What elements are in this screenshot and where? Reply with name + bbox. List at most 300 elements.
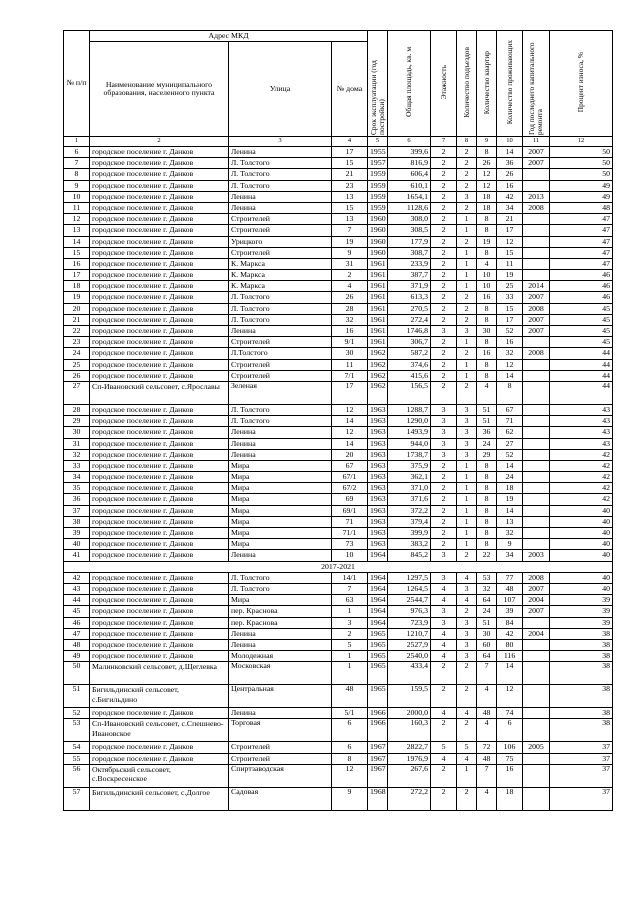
apartments-cell: 60: [477, 639, 497, 650]
municipality-cell: городское поселение г. Данков: [90, 292, 229, 303]
repair-year-cell: 2008: [523, 572, 550, 583]
row-number-cell: 23: [64, 337, 90, 348]
entrances-cell: 2: [457, 180, 477, 191]
residents-cell: 52: [497, 326, 523, 337]
table-row: [64, 427, 613, 438]
apartments-cell: 8: [477, 214, 497, 225]
wear-percent-cell: 49: [550, 191, 613, 202]
total-area-cell: 177,9: [388, 236, 431, 247]
year-built-cell: 1960: [368, 236, 388, 247]
municipality-cell: городское поселение г. Данков: [90, 628, 229, 639]
row-number-cell: 19: [64, 292, 90, 303]
floors-cell: 2: [431, 359, 457, 370]
apartments-cell: 22: [477, 550, 497, 561]
house-number-cell: 9/1: [332, 337, 368, 348]
row-number-cell: 14: [64, 236, 90, 247]
entrances-cell: 3: [457, 326, 477, 337]
house-number-cell: 16: [332, 326, 368, 337]
row-number-cell: 30: [64, 427, 90, 438]
table-row: [64, 639, 613, 650]
row-number-cell: 22: [64, 326, 90, 337]
residents-cell: 18: [497, 483, 523, 494]
residents-cell: 32: [497, 348, 523, 359]
year-built-cell: 1963: [368, 427, 388, 438]
repair-year-cell: [523, 617, 550, 628]
row-number-cell: 50: [64, 662, 90, 685]
apartments-cell: 24: [477, 606, 497, 617]
table-row: [64, 460, 613, 471]
house-number-cell: 14/1: [332, 572, 368, 583]
total-area-cell: 2544,7: [388, 595, 431, 606]
street-cell: Ленина: [229, 639, 332, 650]
house-number-cell: 10: [332, 550, 368, 561]
apartments-cell: 29: [477, 449, 497, 460]
wear-percent-cell: 38: [550, 662, 613, 685]
row-number-cell: 21: [64, 314, 90, 325]
total-area-cell: 267,6: [388, 764, 431, 787]
table-row: [64, 292, 613, 303]
repair-year-cell: [523, 719, 550, 742]
street-cell: Мира: [229, 539, 332, 550]
apartments-cell: 19: [477, 236, 497, 247]
municipality-cell: городское поселение г. Данков: [90, 191, 229, 202]
municipality-cell: городское поселение г. Данков: [90, 180, 229, 191]
year-built-cell: 1965: [368, 662, 388, 685]
municipality-cell: городское поселение г. Данков: [90, 427, 229, 438]
apartments-cell: 51: [477, 404, 497, 415]
entrances-cell: 5: [457, 742, 477, 753]
table-row: [64, 326, 613, 337]
street-cell: Строителей: [229, 753, 332, 764]
table-body-row-52: [64, 708, 613, 719]
wear-percent-cell: 46: [550, 292, 613, 303]
row-number-cell: 38: [64, 516, 90, 527]
repair-year-cell: 2007: [523, 326, 550, 337]
row-number-cell: 27: [64, 381, 90, 404]
floors-cell: 4: [431, 753, 457, 764]
street-cell: К. Маркса: [229, 281, 332, 292]
repair-year-cell: [523, 539, 550, 550]
municipality-cell: городское поселение г. Данков: [90, 483, 229, 494]
wear-percent-cell: 39: [550, 595, 613, 606]
residents-cell: 77: [497, 572, 523, 583]
apartments-cell: 51: [477, 617, 497, 628]
street-cell: Ленина: [229, 427, 332, 438]
repair-year-cell: 2007: [523, 314, 550, 325]
total-area-cell: 606,4: [388, 169, 431, 180]
wear-percent-cell: 44: [550, 359, 613, 370]
wear-percent-cell: 42: [550, 472, 613, 483]
column-number: 7: [431, 137, 457, 147]
table-row: [64, 472, 613, 483]
year-built-cell: 1962: [368, 348, 388, 359]
row-number-cell: 33: [64, 460, 90, 471]
table-row: [64, 753, 613, 764]
row-number-cell: 46: [64, 617, 90, 628]
house-number-cell: 7: [332, 583, 368, 594]
floors-cell: 4: [431, 628, 457, 639]
wear-percent-cell: 47: [550, 236, 613, 247]
entrances-cell: 1: [457, 225, 477, 236]
total-area-cell: 2822,7: [388, 742, 431, 753]
municipality-cell: городское поселение г. Данков: [90, 359, 229, 370]
wear-percent-cell: 40: [550, 505, 613, 516]
municipality-cell: городское поселение г. Данков: [90, 539, 229, 550]
total-area-cell: 1290,0: [388, 416, 431, 427]
house-number-cell: 3: [332, 617, 368, 628]
row-number-cell: 8: [64, 169, 90, 180]
column-number: 12: [550, 137, 613, 147]
entrances-cell: 2: [457, 787, 477, 810]
residents-cell: 6: [497, 719, 523, 742]
col-floors-header: Этажность: [431, 31, 457, 137]
apartments-cell: 7: [477, 662, 497, 685]
apartments-cell: 8: [477, 225, 497, 236]
wear-percent-cell: 37: [550, 787, 613, 810]
repair-year-cell: [523, 427, 550, 438]
year-built-cell: 1963: [368, 528, 388, 539]
row-number-cell: 42: [64, 572, 90, 583]
year-built-cell: 1965: [368, 651, 388, 662]
total-area-cell: 587,2: [388, 348, 431, 359]
residents-cell: 24: [497, 472, 523, 483]
repair-year-cell: [523, 708, 550, 719]
apartments-cell: 10: [477, 270, 497, 281]
year-built-cell: 1959: [368, 202, 388, 213]
street-cell: пер. Краснова: [229, 617, 332, 628]
municipality-cell: городское поселение г. Данков: [90, 550, 229, 561]
municipality-cell: городское поселение г. Данков: [90, 314, 229, 325]
floors-cell: 2: [431, 528, 457, 539]
house-number-cell: 12: [332, 427, 368, 438]
street-cell: Мира: [229, 505, 332, 516]
floors-cell: 2: [431, 787, 457, 810]
total-area-cell: 383,2: [388, 539, 431, 550]
table-body-a: [64, 147, 613, 382]
municipality-cell: городское поселение г. Данков: [90, 147, 229, 158]
total-area-cell: 1976,9: [388, 753, 431, 764]
column-number: 3: [229, 137, 332, 147]
house-number-cell: 26: [332, 292, 368, 303]
total-area-cell: 1264,5: [388, 583, 431, 594]
table-row: [64, 787, 613, 810]
wear-percent-cell: 46: [550, 270, 613, 281]
municipality-cell: городское поселение г. Данков: [90, 528, 229, 539]
repair-year-cell: 2013: [523, 191, 550, 202]
floors-cell: 2: [431, 225, 457, 236]
entrances-cell: 3: [457, 651, 477, 662]
street-cell: Ленина: [229, 628, 332, 639]
street-cell: Л. Толстого: [229, 583, 332, 594]
year-built-cell: 1967: [368, 742, 388, 753]
wear-percent-cell: 45: [550, 314, 613, 325]
entrances-cell: 2: [457, 292, 477, 303]
residents-cell: 27: [497, 438, 523, 449]
apartments-cell: 7: [477, 764, 497, 787]
year-built-cell: 1963: [368, 472, 388, 483]
total-area-cell: 306,7: [388, 337, 431, 348]
wear-percent-cell: 49: [550, 180, 613, 191]
wear-percent-cell: 40: [550, 550, 613, 561]
house-number-cell: 28: [332, 303, 368, 314]
apartments-cell: 24: [477, 438, 497, 449]
housing-register-table: [63, 30, 613, 811]
row-number-cell: 15: [64, 247, 90, 258]
municipality-cell: городское поселение г. Данков: [90, 494, 229, 505]
residents-cell: 14: [497, 662, 523, 685]
street-cell: Ленина: [229, 550, 332, 561]
entrances-cell: 2: [457, 719, 477, 742]
total-area-cell: 233,9: [388, 258, 431, 269]
row-number-cell: 17: [64, 270, 90, 281]
street-cell: Мира: [229, 460, 332, 471]
municipality-cell: городское поселение г. Данков: [90, 404, 229, 415]
row-number-cell: 43: [64, 583, 90, 594]
repair-year-cell: 2007: [523, 158, 550, 169]
entrances-cell: 2: [457, 202, 477, 213]
wear-percent-cell: 40: [550, 583, 613, 594]
house-number-cell: 7: [332, 225, 368, 236]
floors-cell: 2: [431, 202, 457, 213]
year-built-cell: 1959: [368, 180, 388, 191]
floors-cell: 2: [431, 348, 457, 359]
municipality-cell: городское поселение г. Данков: [90, 708, 229, 719]
apartments-cell: 8: [477, 483, 497, 494]
total-area-cell: 610,1: [388, 180, 431, 191]
apartments-cell: 16: [477, 292, 497, 303]
street-cell: Строителей: [229, 247, 332, 258]
row-number-cell: 20: [64, 303, 90, 314]
repair-year-cell: [523, 516, 550, 527]
apartments-cell: 4: [477, 787, 497, 810]
house-number-cell: 48: [332, 685, 368, 708]
house-number-cell: 69/1: [332, 505, 368, 516]
entrances-cell: 4: [457, 708, 477, 719]
row-number-cell: 35: [64, 483, 90, 494]
total-area-cell: 723,9: [388, 617, 431, 628]
floors-cell: 2: [431, 281, 457, 292]
total-area-cell: 272,4: [388, 314, 431, 325]
entrances-cell: 1: [457, 247, 477, 258]
repair-year-cell: 2014: [523, 281, 550, 292]
repair-year-cell: 2008: [523, 303, 550, 314]
address-group-header: Адрес МКД: [90, 31, 368, 42]
year-built-cell: 1964: [368, 572, 388, 583]
total-area-cell: 944,0: [388, 438, 431, 449]
entrances-cell: 3: [457, 628, 477, 639]
house-number-cell: 1: [332, 651, 368, 662]
municipality-cell: городское поселение г. Данков: [90, 337, 229, 348]
repair-year-cell: [523, 214, 550, 225]
house-number-cell: 15: [332, 202, 368, 213]
table-body-c: [64, 572, 613, 662]
repair-year-cell: [523, 404, 550, 415]
wear-percent-cell: 40: [550, 572, 613, 583]
total-area-cell: 160,3: [388, 719, 431, 742]
repair-year-cell: [523, 225, 550, 236]
entrances-cell: 1: [457, 214, 477, 225]
municipality-cell: городское поселение г. Данков: [90, 449, 229, 460]
total-area-cell: 308,0: [388, 214, 431, 225]
municipality-cell: городское поселение г. Данков: [90, 236, 229, 247]
floors-cell: 2: [431, 169, 457, 180]
row-number-cell: 45: [64, 606, 90, 617]
municipality-cell: городское поселение г. Данков: [90, 572, 229, 583]
municipality-cell: городское поселение г. Данков: [90, 606, 229, 617]
floors-cell: 4: [431, 639, 457, 650]
entrances-cell: 3: [457, 191, 477, 202]
residents-cell: 107: [497, 595, 523, 606]
year-built-cell: 1963: [368, 516, 388, 527]
year-built-cell: 1961: [368, 270, 388, 281]
total-area-cell: 2527,9: [388, 639, 431, 650]
entrances-cell: 1: [457, 337, 477, 348]
entrances-cell: 1: [457, 528, 477, 539]
year-built-cell: 1961: [368, 292, 388, 303]
table-row: [64, 572, 613, 583]
repair-year-cell: 2007: [523, 606, 550, 617]
repair-year-cell: 2003: [523, 550, 550, 561]
column-number: 10: [497, 137, 523, 147]
municipality-cell: городское поселение г. Данков: [90, 258, 229, 269]
col-num-header: № п/п: [64, 31, 90, 137]
street-cell: Строителей: [229, 337, 332, 348]
floors-cell: 4: [431, 651, 457, 662]
col-area-header: Общая площадь, кв. м: [388, 31, 431, 137]
floors-cell: 2: [431, 337, 457, 348]
floors-cell: 2: [431, 764, 457, 787]
table-row: [64, 416, 613, 427]
total-area-cell: 845,2: [388, 550, 431, 561]
repair-year-cell: 2007: [523, 583, 550, 594]
total-area-cell: 308,7: [388, 247, 431, 258]
street-cell: Мира: [229, 595, 332, 606]
total-area-cell: 1746,8: [388, 326, 431, 337]
total-area-cell: 1210,7: [388, 628, 431, 639]
entrances-cell: 2: [457, 147, 477, 158]
row-number-cell: 18: [64, 281, 90, 292]
table-row: [64, 505, 613, 516]
row-number-cell: 49: [64, 651, 90, 662]
col-entrances-header: Количество подъездов: [457, 31, 477, 137]
street-cell: Л. Толстого: [229, 416, 332, 427]
street-cell: Ленина: [229, 202, 332, 213]
column-number: 4: [332, 137, 368, 147]
residents-cell: 74: [497, 708, 523, 719]
wear-percent-cell: 50: [550, 169, 613, 180]
year-built-cell: 1963: [368, 494, 388, 505]
residents-cell: 39: [497, 606, 523, 617]
repair-year-cell: [523, 416, 550, 427]
row-number-cell: 26: [64, 370, 90, 381]
year-built-cell: 1959: [368, 191, 388, 202]
house-number-cell: 12: [332, 764, 368, 787]
entrances-cell: 1: [457, 539, 477, 550]
row-number-cell: 34: [64, 472, 90, 483]
floors-cell: 2: [431, 460, 457, 471]
apartments-cell: 72: [477, 742, 497, 753]
residents-cell: 52: [497, 449, 523, 460]
wear-percent-cell: 47: [550, 225, 613, 236]
entrances-cell: 1: [457, 370, 477, 381]
total-area-cell: 362,1: [388, 472, 431, 483]
col-repair-header: Год последнего капитального ремонта: [523, 31, 550, 137]
street-cell: Строителей: [229, 214, 332, 225]
year-built-cell: 1963: [368, 505, 388, 516]
street-cell: Ленина: [229, 438, 332, 449]
year-built-cell: 1959: [368, 169, 388, 180]
entrances-cell: 4: [457, 572, 477, 583]
wear-percent-cell: 47: [550, 247, 613, 258]
wear-percent-cell: 43: [550, 427, 613, 438]
floors-cell: 2: [431, 662, 457, 685]
municipality-cell: городское поселение г. Данков: [90, 651, 229, 662]
table-body-d: [64, 662, 613, 708]
total-area-cell: 2000,0: [388, 708, 431, 719]
total-area-cell: 371,0: [388, 483, 431, 494]
table-row: [64, 595, 613, 606]
year-built-cell: 1967: [368, 764, 388, 787]
table-row: [64, 550, 613, 561]
table-row: [64, 742, 613, 753]
table-row: [64, 281, 613, 292]
house-number-cell: 71/1: [332, 528, 368, 539]
street-cell: Садовая: [229, 787, 332, 810]
street-cell: Мира: [229, 494, 332, 505]
repair-year-cell: [523, 180, 550, 191]
year-built-cell: 1965: [368, 628, 388, 639]
year-built-cell: 1965: [368, 639, 388, 650]
residents-cell: 32: [497, 528, 523, 539]
table-row: [64, 662, 613, 685]
residents-cell: 25: [497, 281, 523, 292]
row-number-cell: 6: [64, 147, 90, 158]
residents-cell: 14: [497, 147, 523, 158]
street-cell: Л. Толстого: [229, 303, 332, 314]
year-built-cell: 1961: [368, 303, 388, 314]
municipality-cell: городское поселение г. Данков: [90, 639, 229, 650]
residents-cell: 106: [497, 742, 523, 753]
street-cell: Ленина: [229, 449, 332, 460]
apartments-cell: 48: [477, 753, 497, 764]
house-number-cell: 5: [332, 639, 368, 650]
residents-cell: 48: [497, 583, 523, 594]
table-row: [64, 539, 613, 550]
wear-percent-cell: 42: [550, 460, 613, 471]
row-number-cell: 13: [64, 225, 90, 236]
year-built-cell: 1963: [368, 404, 388, 415]
wear-percent-cell: 38: [550, 628, 613, 639]
residents-cell: 19: [497, 494, 523, 505]
street-cell: Строителей: [229, 225, 332, 236]
wear-percent-cell: 38: [550, 719, 613, 742]
col-street-header: Улица: [229, 42, 332, 137]
row-number-cell: 9: [64, 180, 90, 191]
repair-year-cell: [523, 764, 550, 787]
wear-percent-cell: 47: [550, 258, 613, 269]
year-built-cell: 1960: [368, 214, 388, 225]
table-row: [64, 719, 613, 742]
entrances-cell: 2: [457, 314, 477, 325]
entrances-cell: 4: [457, 753, 477, 764]
floors-cell: 3: [431, 438, 457, 449]
row-number-cell: 47: [64, 628, 90, 639]
total-area-cell: 399,6: [388, 147, 431, 158]
repair-year-cell: 2008: [523, 348, 550, 359]
floors-cell: 2: [431, 381, 457, 404]
floors-cell: 4: [431, 583, 457, 594]
floors-cell: 2: [431, 685, 457, 708]
